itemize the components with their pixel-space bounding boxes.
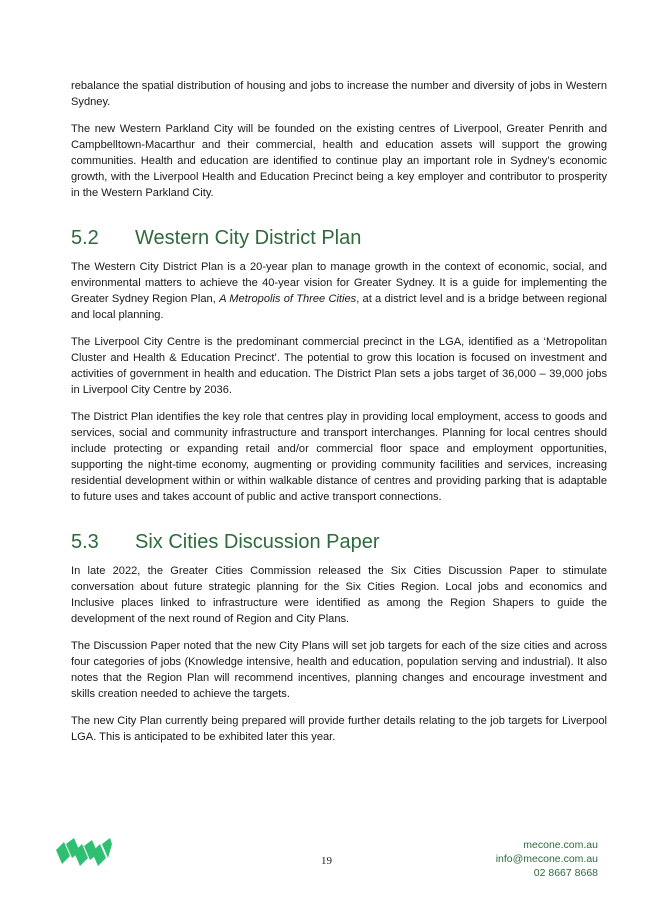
email-link[interactable]: info@mecone.com.au — [495, 853, 598, 865]
section-5-2-paragraph-2: The Liverpool City Centre is the predominant commercial precinct in the LGA, identified as a ‘Metropolitan Cluster and Health & Education Precinct’. The potential to grow this location is focused on investment and activities of government in health and education. The District Plan sets a jobs target of 36,000 – 39,000 jobs in Liverpool City Centre by 2036. — [71, 336, 607, 396]
page-body — [71, 78, 607, 756]
section-5-3-paragraph-2: The Discussion Paper noted that the new City Plans will set job targets for each of the size cities and across four categories of jobs (Knowledge intensive, health and education, population serving and industrial). It also notes that the Region Plan will recommend incentives, planning changes and encourage investment and skills creation needed to achieve the targets. — [71, 640, 607, 700]
intro-paragraph-1: rebalance the spatial distribution of housing and jobs to increase the number and diversity of jobs in Western Sydney. — [71, 80, 607, 108]
website-link[interactable]: mecone.com.au — [523, 839, 598, 851]
section-5-2-paragraph-1 — [71, 259, 607, 323]
section-title: Six Cities Discussion Paper — [135, 531, 380, 553]
section-title: Western City District Plan — [135, 227, 362, 249]
page-number: 19 — [321, 855, 332, 867]
section-5-3-paragraph-1: In late 2022, the Greater Cities Commission released the Six Cities Discussion Paper to stimulate conversation about future strategic planning for the Six Cities Region. Local jobs and economics and Inclusive places linked to infrastructure were identified as among the Region Shapers to guide the development of the next round of Region and City Plans. — [71, 565, 607, 625]
section-heading-5-2 — [71, 226, 607, 250]
text-span: , at a district level and is a bridge between regional and local planning. — [71, 293, 608, 321]
section-heading-5-3 — [71, 530, 607, 554]
section-5-2-paragraph-3: The District Plan identifies the key role that centres play in providing local employment, access to goods and services, social and community infrastructure and transport interchanges. Planning for local centres should include protecting or expanding retail and/or commercial floor space and employment opportunities, supporting the night-time economy, augmenting or providing community facilities and services, increasing residential development within or within walkable distance of centres and providing parking that is adaptable to future uses and takes account of public and active transport connections. — [71, 411, 607, 503]
phone-number: 02 8667 8668 — [533, 867, 598, 879]
footer-contact — [496, 838, 598, 880]
section-5-3-paragraph-3: The new City Plan currently being prepared will provide further details relating to the job targets for Liverpool LGA. This is anticipated to be exhibited later this year. — [71, 715, 607, 743]
intro-paragraph-2: The new Western Parkland City will be founded on the existing centres of Liverpool, Greater Penrith and Campbelltown-Macarthur and their commercial, health and education assets will support the growing communities. Health and education are identified to continue play an important role in Sydney’s economic growth, with the Liverpool Health and Education Precinct being a key employer and contributor to prosperity in the Western Parkland City. — [71, 123, 607, 199]
document-title-italic: A Metropolis of Three Cities — [219, 293, 357, 305]
section-number: 5.3 — [71, 531, 99, 553]
text-span: The Western City District Plan is a 20-year plan to manage growth in the context of economic, social, and environmental matters to achieve the 40-year vision for Greater Sydney. It is a guide for implementing the Greater Sydney Region Plan, — [71, 261, 607, 305]
section-number: 5.2 — [71, 227, 99, 249]
